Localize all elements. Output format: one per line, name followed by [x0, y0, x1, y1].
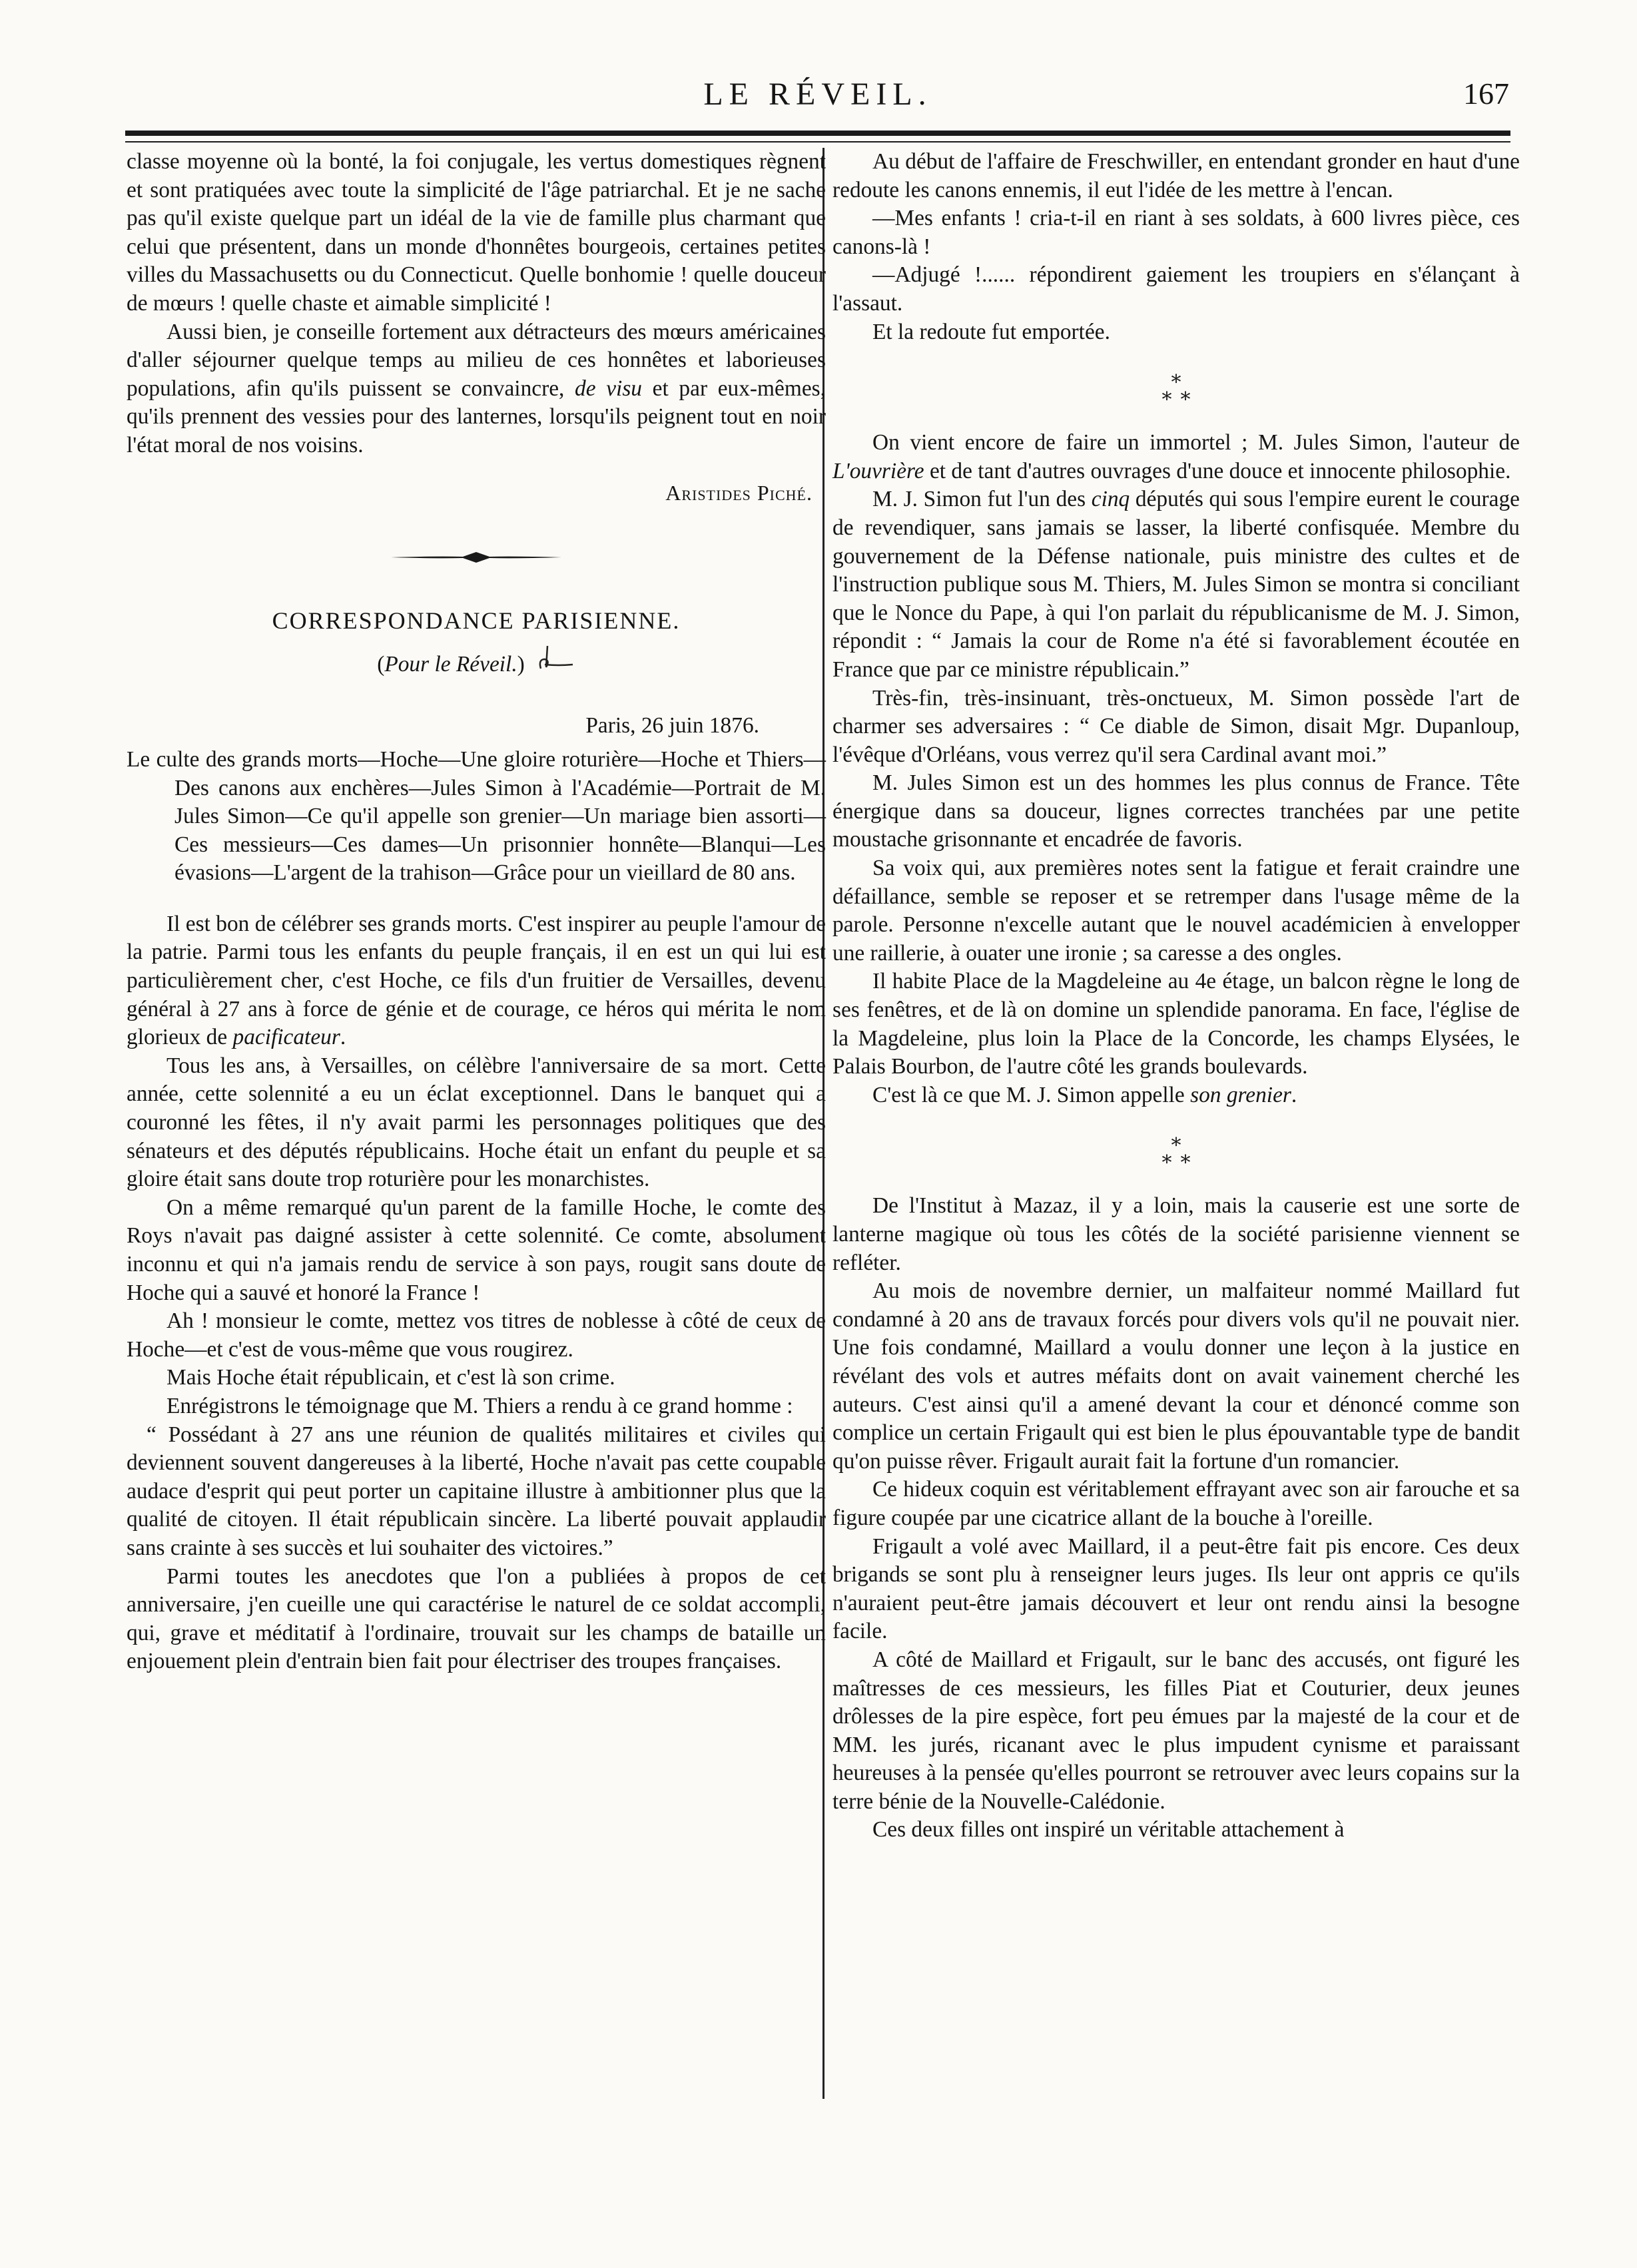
quotation: “ Possédant à 27 ans une réunion de qualités militaires et civiles qui deviennent souvent dangereuses à la liberté, Hoche n'avait pas cette coupable audace d'esprit qui peut porter un capitaine illustre à ambitionner plus que la qualité de citoyen. Il était républicain sincère. La liberté pouvait applaudir sans crainte à ses succès et lui souhaiter des victoires.”: [127, 1422, 826, 1560]
header-rule: [125, 131, 1510, 136]
paragraph: Tous les ans, à Versailles, on célèbre l'anniversaire de sa mort. Cette année, cette solennité a eu un éclat exceptionnel. Dans le banquet qui a couronné les fêtes, il n'y avait parmi les personnages politiques que des sénateurs et des députés républicains. Hoche était un enfant du peuple et sa gloire était sans doute trop roturière pour les monarchistes.: [127, 1053, 826, 1192]
paragraph: M. Jules Simon est un des hommes les plus connus de France. Tête énergique dans sa douceur, lignes correctes tranchées par une petite moustache grisonnante et encadrée de favoris.: [832, 770, 1520, 852]
paragraph: Ces deux filles ont inspiré un véritable attachement à: [872, 1817, 1345, 1843]
paragraph: classe moyenne où la bonté, la foi conjugale, les vertus domestiques règnent et sont pratiquées avec toute la simplicité de l'âge patriarchal. Et je ne sache pas qu'il existe quelque part un idéal de la vie de famille plus charmant que celui que présentent, dans un monde d'honnêtes bourgeois, certaines petites villes du Massachusetts ou du Connecticut. Quelle bonhomie ! quelle douceur de mœurs ! quelle chaste et aimable simplicité !: [127, 149, 826, 316]
svg-text:*: *: [1180, 1151, 1191, 1175]
ornament-divider-icon: [390, 549, 563, 565]
paragraph: Et la redoute fut emportée.: [872, 319, 1110, 344]
section-title: CORRESPONDANCE PARISIENNE.: [272, 607, 681, 635]
page-number: 167: [1463, 77, 1509, 111]
header-rule-thin: [125, 141, 1510, 142]
paragraph: Parmi toutes les anecdotes que l'on a publiées à propos de cet anniversaire, j'en cueille une qui caractérise le naturel de ce soldat accompli, qui, grave et méditatif à l'ordinaire, trouvait sur les champs de bataille un enjouement plein d'entrain bien fait pour électriser des troupes françaises.: [127, 1563, 826, 1674]
author-signature: Aristides Piché.: [665, 480, 813, 505]
article-summary: Le culte des grands morts—Hoche—Une gloire roturière—Hoche et Thiers—Des canons aux enchères—Jules Simon à l'Académie—Portrait de M. Jules Simon—Ce qu'il appelle son grenier—Un mariage bien assorti—Ces messieurs—Ces dames—Un prisonnier honnête—Blanqui—Les évasions—L'argent de la trahison—Grâce pour un vieillard de 80 ans.: [127, 746, 826, 886]
svg-text:*: *: [1161, 1151, 1172, 1175]
paragraph: On a même remarqué qu'un parent de la famille Hoche, le comte des Roys n'avait pas daigné assister à cette solennité. Ce comte, absolument inconnu et qui n'a jamais rendu de service à son pays, rougit sans doute de Hoche qui a sauvé et honoré la France !: [127, 1195, 826, 1305]
section-subtitle: (Pour le Réveil.): [127, 645, 826, 679]
paragraph: —Adjugé !...... répondirent gaiement les troupiers en s'élançant à l'assaut.: [832, 262, 1520, 316]
asterism-icon: [1156, 1136, 1196, 1175]
paragraph: Frigault a volé avec Maillard, il a peut-être fait pis encore. Ces deux brigands se sont plu à renseigner leurs juges. Ils leur ont appris ce qu'ils n'auraient peut-être jamais découvert et leur ont rendu ainsi la besogne facile.: [832, 1534, 1520, 1644]
journal-title: LE RÉVEIL.: [703, 77, 932, 112]
dateline: Paris, 26 juin 1876.: [585, 713, 759, 738]
paragraph: De l'Institut à Mazaz, il y a loin, mais la causerie est une sorte de lanterne magique où tous les côtés de la société parisienne viennent se refléter.: [832, 1193, 1520, 1275]
paragraph: Il habite Place de la Magdeleine au 4e étage, un balcon règne le long de ses fenêtres, et de là on domine un splendide panorama. En face, l'église de la Magdeleine, plus loin la Place de la Concorde, les champs Elysées, le Palais Bourbon, de l'autre côté les grands boulevards.: [832, 969, 1520, 1079]
paragraph: Très-fin, très-insinuant, très-onctueux, M. Simon possède l'art de charmer ses adversaires : “ Ce diable de Simon, disait Mgr. Dupanloup, l'évêque d'Orléans, vous verrez qu'il sera Cardinal avant moi.”: [832, 685, 1520, 767]
paragraph: Au début de l'affaire de Freschwiller, en entendant gronder en haut d'une redoute les canons ennemis, il eut l'idée de les mettre à l'encan.: [832, 149, 1520, 202]
paragraph: —Mes enfants ! cria-t-il en riant à ses soldats, à 600 livres pièce, ces canons-là !: [832, 206, 1520, 259]
asterism-icon: [1156, 373, 1196, 412]
paragraph: A côté de Maillard et Frigault, sur le banc des accusés, ont figuré les maîtresses de ces messieurs, les filles Piat et Couturier, deux jeunes drôlesses de la pire espèce, fort peu émues par la majesté de la cour et de MM. les jurés, ricanant avec le plus impudent cynisme et paraissant heureuses à la pensée qu'elles pourront se retrouver avec leurs copains sur la terre bénie de la Nouvelle-Calédonie.: [832, 1647, 1520, 1814]
svg-text:*: *: [1161, 388, 1172, 412]
handwritten-mark-icon: [535, 645, 575, 671]
paragraph: Mais Hoche était républicain, et c'est là son crime.: [166, 1365, 615, 1390]
paragraph: Sa voix qui, aux premières notes sent la fatigue et ferait craindre une défaillance, semble se reposer et se retremper dans l'usage même de la parole. Personne n'excelle autant que le nouvel académicien à envelopper une raillerie, à ouater une ironie ; sa caresse a des ongles.: [832, 856, 1520, 966]
svg-text:*: *: [1180, 388, 1191, 412]
paragraph: M. J. Simon fut l'un des cinq députés qui sous l'empire eurent le courage de revendiquer, sans jamais se lasser, la liberté confisquée. Membre du gouvernement de la Défense nationale, puis ministre des cultes et de l'instruction publique sous M. Thiers, M. Jules Simon se montra si conciliant que le Nonce du Pape, à qui l'on parlait du républicanisme de M. J. Simon, répondit : “ Jamais la cour de Rome n'a été si favorablement écoutée en France que par ce ministre républicain.”: [832, 487, 1520, 682]
right-column: [832, 148, 1520, 1844]
page-header: [127, 61, 1509, 115]
paragraph: Au mois de novembre dernier, un malfaiteur nommé Maillard fut condamné à 20 ans de travaux forcés pour divers vols qu'il ne pouvait nier. Une fois condamné, Maillard a voulu donner une leçon à la justice en révélant des vols et autres méfaits dont on avait vainement cherché les auteurs. C'est ainsi qu'il a amené devant la cour et dénoncé comme son complice un certain Frigault qui est bien le plus épouvantable type de bandit qu'on puisse rêver. Frigault aurait fait la fortune d'un romancier.: [832, 1278, 1520, 1474]
paragraph: Il est bon de célébrer ses grands morts. C'est inspirer au peuple l'amour de la patrie. Parmi tous les enfants du peuple français, il en est un qui lui est particulièrement cher, c'est Hoche, ce fils d'un fruitier de Versailles, devenu général à 27 ans à force de génie et de courage, ce héros qui mérita le nom glorieux de pacificateur.: [127, 911, 826, 1050]
paragraph: C'est là ce que M. J. Simon appelle son grenier.: [872, 1082, 1297, 1107]
paragraph: On vient encore de faire un immortel ; M. Jules Simon, l'auteur de L'ouvrière et de tant d'autres ouvrages d'une douce et innocente philosophie.: [832, 430, 1520, 483]
paragraph: Aussi bien, je conseille fortement aux détracteurs des mœurs américaines d'aller séjourner quelque temps au milieu de ces honnêtes et laborieuses populations, afin qu'ils puissent se convaincre, de visu et par eux-mêmes, qu'ils prennent des vessies pour des lanternes, lorsqu'ils peignent tout en noir l'état moral de nos voisins.: [127, 319, 826, 457]
paragraph: Enrégistrons le témoignage que M. Thiers a rendu à ce grand homme :: [166, 1393, 793, 1418]
svg-text:*: *: [1171, 1136, 1181, 1158]
paragraph: Ah ! monsieur le comte, mettez vos titres de noblesse à côté de ceux de Hoche—et c'est de vous-même que vous rougirez.: [127, 1308, 826, 1362]
paragraph: Ce hideux coquin est véritablement effrayant avec son air farouche et sa figure coupée par une cicatrice allant de la bouche à l'oreille.: [832, 1477, 1520, 1530]
svg-text:*: *: [1171, 373, 1181, 395]
left-column: [127, 148, 826, 1676]
